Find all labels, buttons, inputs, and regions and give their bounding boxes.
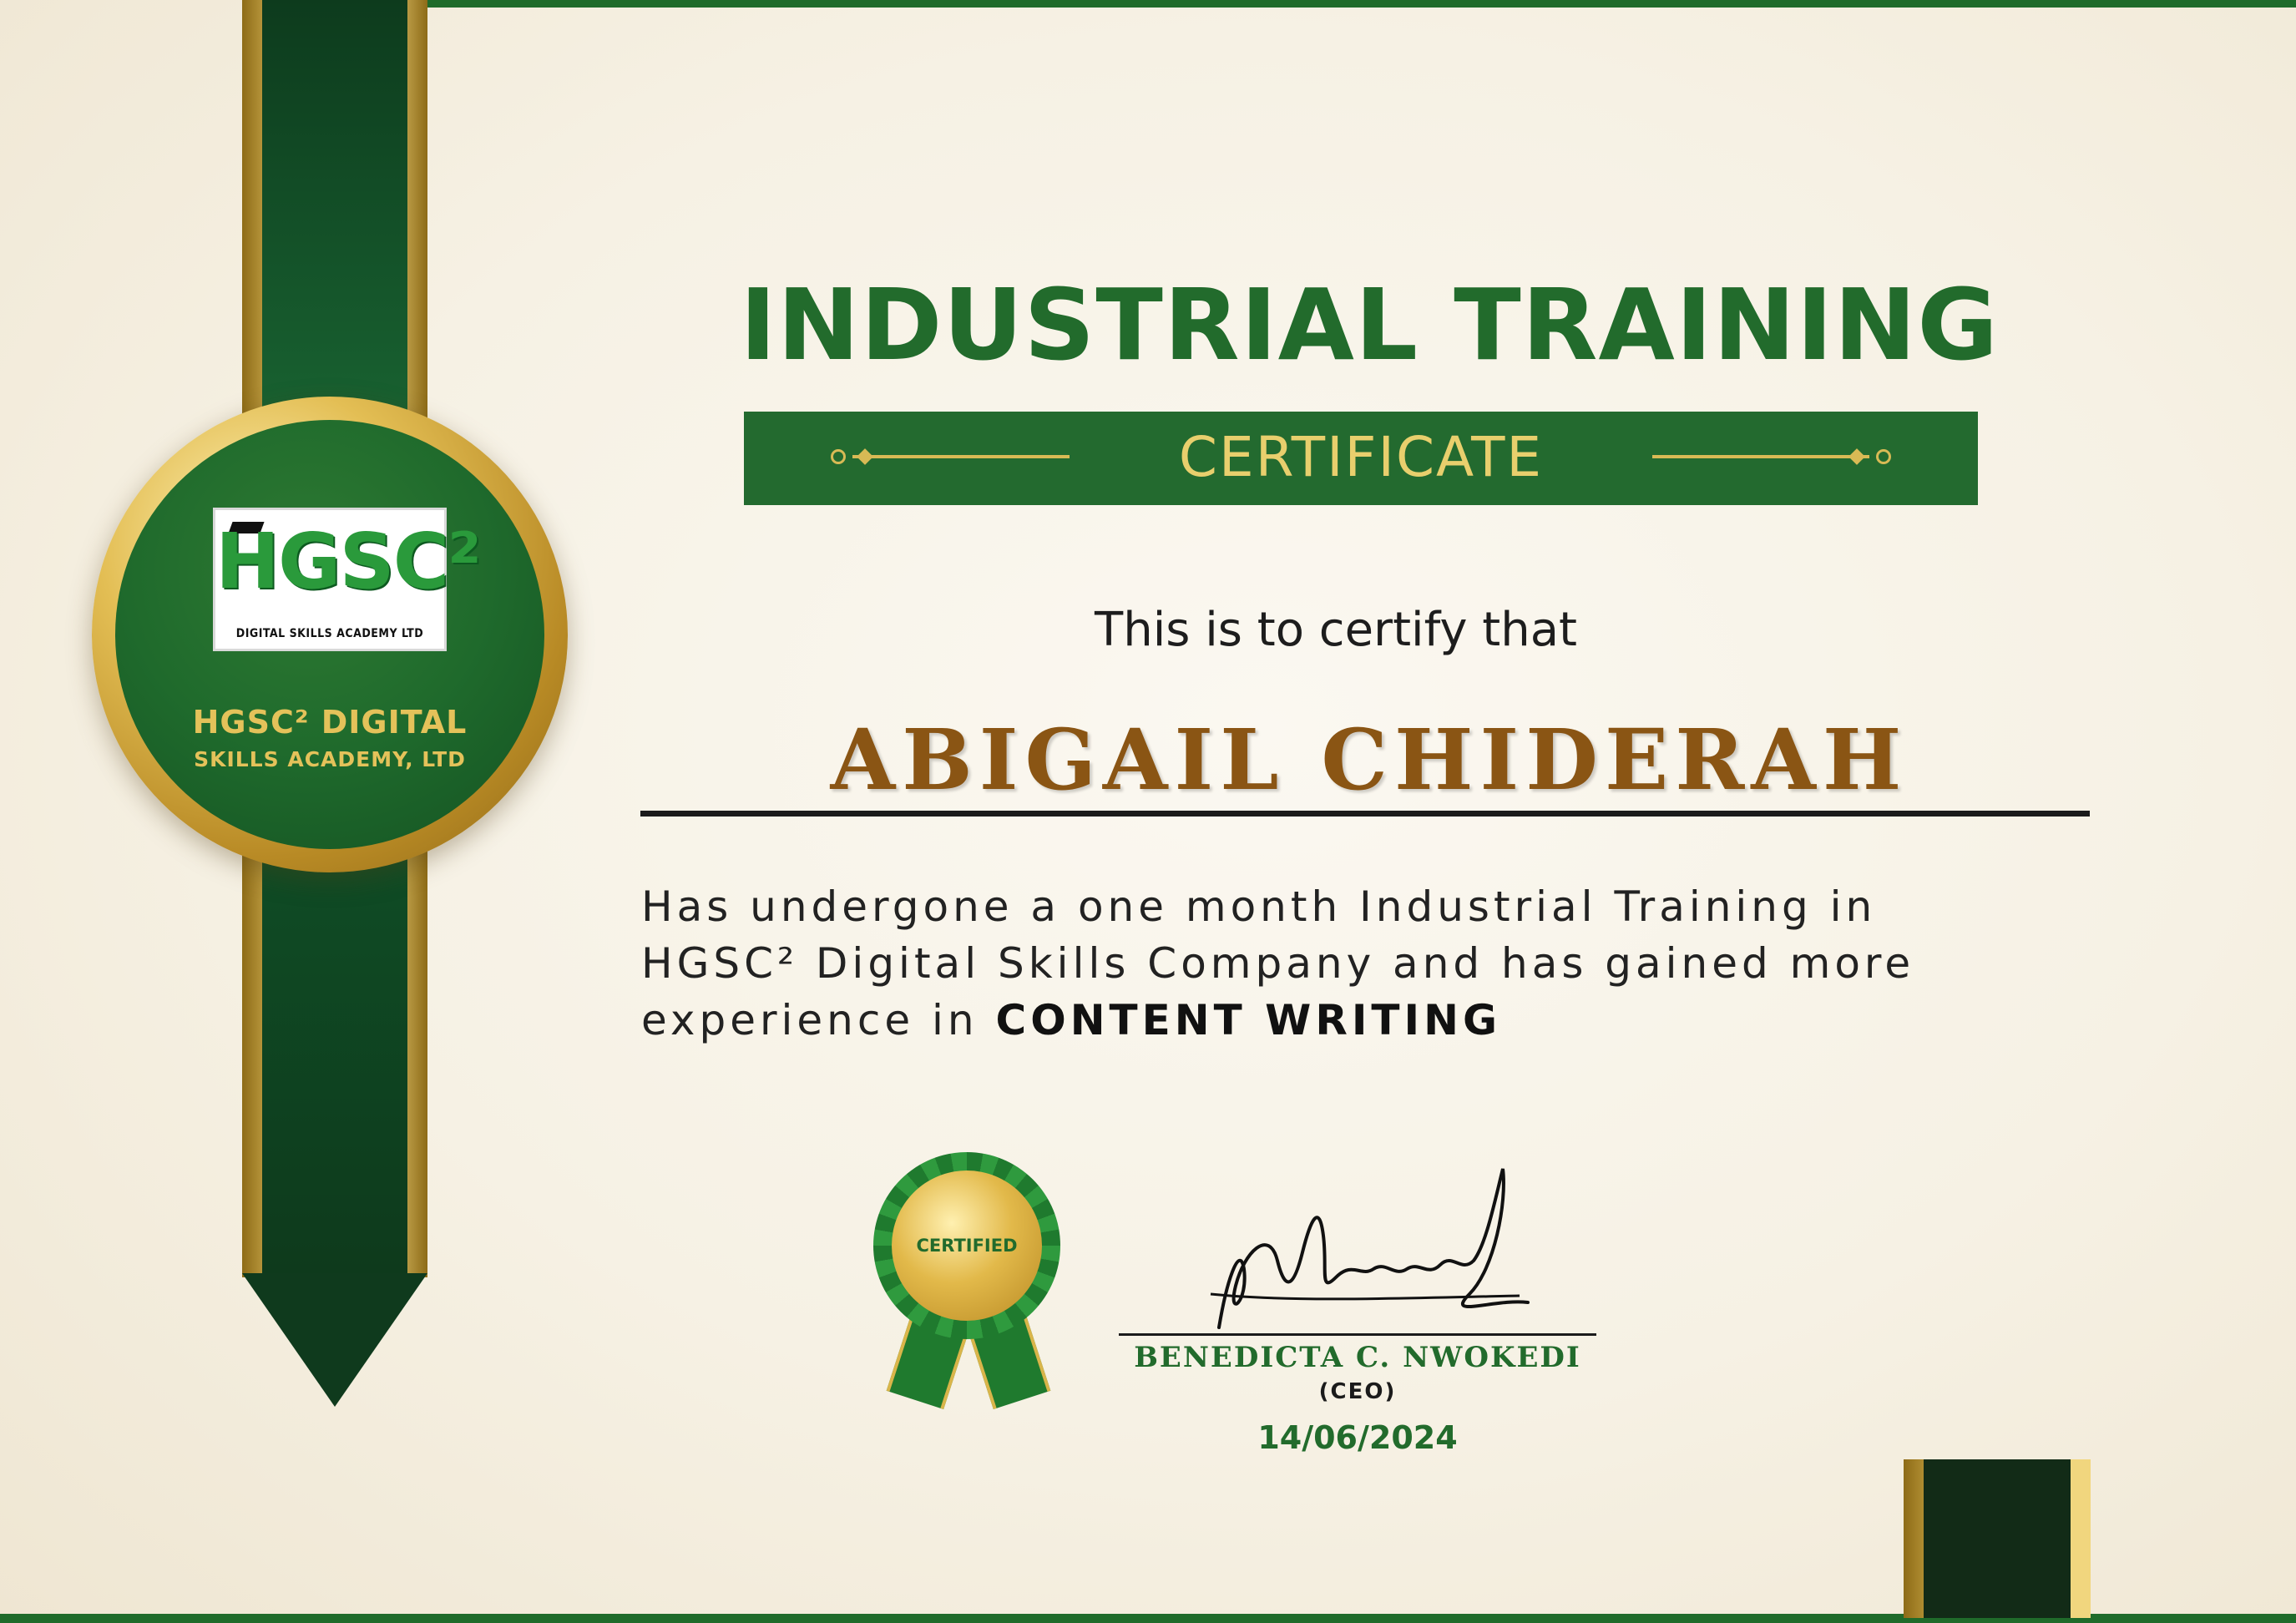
corner-block (1924, 1459, 2071, 1618)
top-border (426, 0, 2296, 8)
badge-medal (892, 1170, 1042, 1321)
body-line-3 (641, 992, 2094, 1049)
recipient-name: ABIGAIL CHIDERAH (830, 710, 1909, 809)
badge-label: CERTIFIED (916, 1236, 1018, 1256)
ornament-dot-right (1876, 449, 1891, 464)
certify-intro: This is to certify that (1095, 603, 1577, 657)
logo-subtitle: DIGITAL SKILLS ACADEMY LTD (235, 627, 424, 640)
certificate-body (641, 878, 2094, 1049)
body-line-3-prefix: experience in (641, 996, 996, 1044)
signatory-name: BENEDICTA C. NWOKEDI (1134, 1341, 1581, 1374)
certified-badge (868, 1152, 1069, 1403)
signature-image (1194, 1152, 1545, 1344)
body-line-1: Has undergone a one month Industrial Training in (641, 882, 1877, 931)
seal-name-line1: HGSC² DIGITAL (192, 704, 468, 741)
ornament-line-right (1652, 455, 1869, 458)
body-line-2: HGSC² Digital Skills Company and has gained more (641, 939, 1915, 988)
academy-logo (213, 508, 480, 651)
issue-date: 14/06/2024 (1257, 1419, 1458, 1456)
logo-text: HGSC² (215, 517, 480, 606)
certificate-subtitle: CERTIFICATE (1178, 425, 1544, 489)
ribbon-tail (242, 1273, 427, 1407)
skill-name: CONTENT WRITING (995, 996, 1502, 1044)
seal-name-line2: SKILLS ACADEMY, LTD (194, 747, 466, 771)
signature-line (1119, 1333, 1596, 1336)
subtitle-banner (744, 412, 1978, 505)
academy-seal (92, 397, 568, 872)
name-underline (640, 811, 2090, 817)
certificate-title: INDUSTRIAL TRAINING (739, 267, 2000, 382)
signatory-role: (CEO) (1318, 1379, 1397, 1404)
seal-inner (115, 420, 544, 849)
